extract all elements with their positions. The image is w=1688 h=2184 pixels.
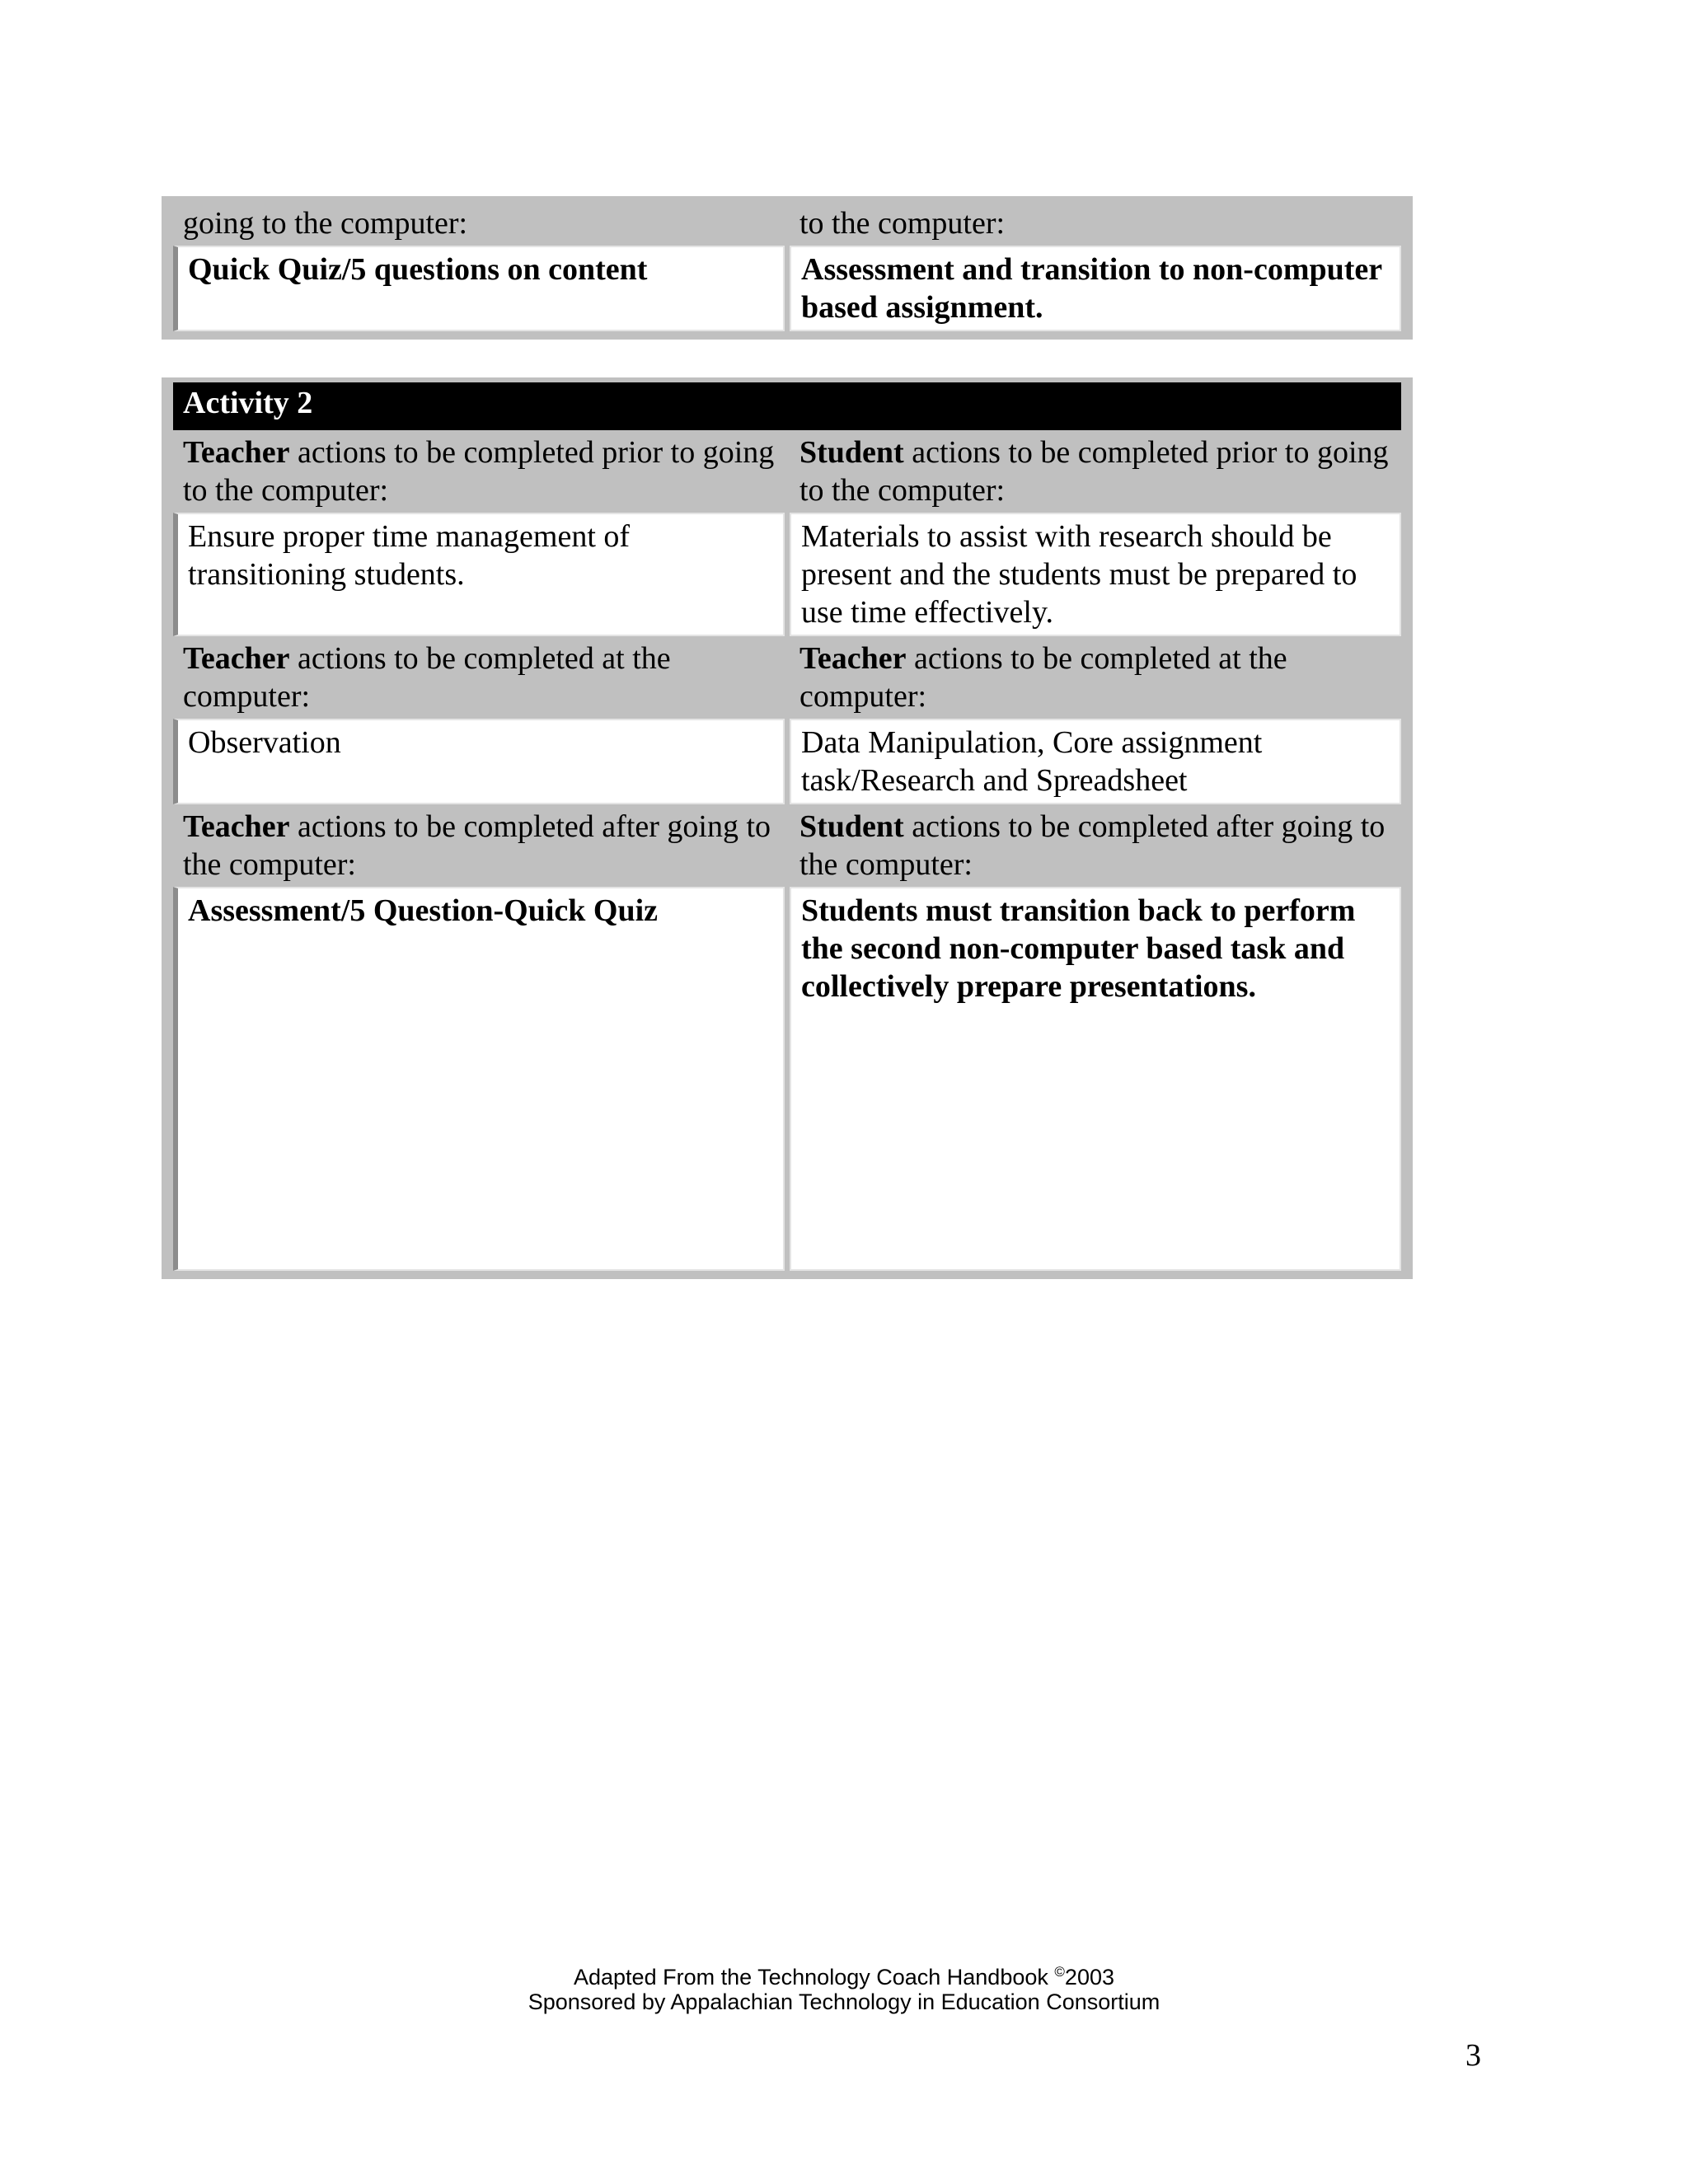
teacher-at-header-text: actions to be completed at the computer: xyxy=(183,641,671,714)
student-prior-header xyxy=(790,430,1401,513)
copyright-symbol: © xyxy=(1054,1964,1065,1980)
student-at-content: Data Manipulation, Core assignment task/Research and Spreadsheet xyxy=(790,719,1401,804)
teacher-prior-header xyxy=(173,430,785,513)
student-prior-header-text: actions to be completed prior to going to the computer: xyxy=(799,435,1389,508)
footer-handbook-text: Adapted From the Technology Coach Handbook xyxy=(574,1965,1048,1990)
student-after-content: Students must transition back to perform the second non-computer based task and collectively prepare presentations. xyxy=(790,887,1401,1271)
student-label: Student xyxy=(799,435,904,470)
activity-1-table-continued xyxy=(162,196,1413,340)
teacher-label: Teacher xyxy=(183,809,290,844)
student-at-header-text: actions to be completed at the computer: xyxy=(799,641,1287,714)
teacher-label: Teacher xyxy=(799,641,907,676)
student-after-header xyxy=(790,804,1401,887)
teacher-at-header xyxy=(173,636,785,719)
student-at-header xyxy=(790,636,1401,719)
teacher-after-header xyxy=(173,804,785,887)
footer-sponsor-line: Sponsored by Appalachian Technology in Education Consortium xyxy=(528,1990,1160,2014)
teacher-after-content: Quick Quiz/5 questions on content xyxy=(173,246,785,331)
teacher-at-content: Observation xyxy=(173,719,785,804)
footer-year: 2003 xyxy=(1064,1965,1114,1990)
teacher-after-content: Assessment/5 Question-Quick Quiz xyxy=(173,887,785,1271)
activity-2-table xyxy=(162,377,1413,1279)
teacher-prior-header-text: actions to be completed prior to going to the computer: xyxy=(183,435,775,508)
student-prior-content: Materials to assist with research should be present and the students must be prepared to use time effectively. xyxy=(790,513,1401,636)
student-after-header-text: actions to be completed after going to the computer: xyxy=(799,809,1386,882)
teacher-after-header-text: actions to be completed after going to the computer: xyxy=(183,809,771,882)
footer-credit-line xyxy=(0,1960,1688,1990)
activity-2-title: Activity 2 xyxy=(173,382,1401,430)
teacher-label: Teacher xyxy=(183,641,290,676)
student-label: Student xyxy=(799,809,904,844)
student-after-header-tail: to the computer: xyxy=(790,201,1401,246)
teacher-after-header-tail: going to the computer: xyxy=(173,201,785,246)
page-footer xyxy=(0,1960,1688,2014)
page-number: 3 xyxy=(1465,2038,1481,2073)
teacher-label: Teacher xyxy=(183,435,290,470)
teacher-prior-content: Ensure proper time management of transitioning students. xyxy=(173,513,785,636)
student-after-content: Assessment and transition to non-computer based assignment. xyxy=(790,246,1401,331)
